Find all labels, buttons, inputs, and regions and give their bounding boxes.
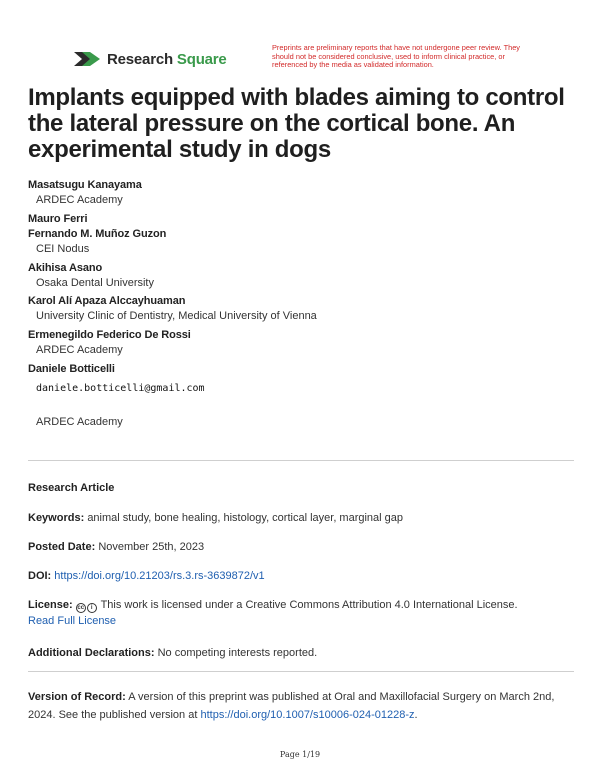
brand-word-square: Square	[176, 50, 227, 68]
declarations-label: Additional Declarations:	[28, 647, 155, 659]
attribution-icon: i	[87, 603, 97, 613]
author-name: Akihisa Asano	[28, 261, 103, 274]
posted-date-label: Posted Date:	[28, 541, 96, 553]
preprint-disclaimer: Preprints are preliminary reports that have not undergone peer review. They should not be considered conclusive, used to inform clinical practice, or referenced by the media as validated information.	[272, 43, 520, 70]
author-name: Mauro Ferri	[28, 212, 88, 225]
doi-link[interactable]: https://doi.org/10.21203/rs.3.rs-3639872/v1	[54, 570, 265, 582]
page-number: Page 1/19	[279, 750, 321, 759]
license-text: This work is licensed under a Creative Commons Attribution 4.0 International License.	[100, 599, 518, 611]
license-row	[28, 597, 574, 629]
author-affiliation: CEI Nodus	[36, 243, 90, 256]
author-affiliation: ARDEC Academy	[36, 194, 123, 207]
research-square-logo-icon	[72, 48, 102, 70]
author-affiliation: ARDEC Academy	[36, 415, 123, 428]
keywords-value: animal study, bone healing, histology, cortical layer, marginal gap	[87, 512, 404, 524]
section-divider	[28, 671, 574, 672]
page-header	[72, 44, 542, 80]
version-of-record-text: A version of this preprint was published at Oral and Maxillofacial Surgery on March 2nd, 2024. See the published version at	[28, 691, 555, 721]
author-list	[28, 178, 568, 430]
version-of-record-row	[28, 688, 574, 724]
posted-date-row	[28, 539, 574, 555]
author-email[interactable]: daniele.botticelli@gmail.com	[36, 382, 205, 394]
author-affiliation: ARDEC Academy	[36, 344, 123, 357]
article-type-label: Research Article	[28, 482, 115, 494]
brand-word-research: Research	[107, 50, 173, 68]
author-affiliation: Osaka Dental University	[36, 276, 154, 289]
version-of-record-label: Version of Record:	[28, 691, 126, 703]
keywords-row	[28, 510, 574, 526]
keywords-label: Keywords:	[28, 512, 85, 524]
version-of-record-end: .	[414, 709, 418, 721]
research-square-wordmark	[107, 51, 227, 68]
published-version-link[interactable]: https://doi.org/10.1007/s10006-024-01228-z	[200, 709, 415, 721]
author-name: Masatsugu Kanayama	[28, 179, 142, 191]
paper-title: Implants equipped with blades aiming to control the lateral pressure on the cortical bone. An experimental study in dogs	[28, 84, 565, 163]
section-divider	[28, 460, 574, 461]
posted-date-value: November 25th, 2023	[98, 541, 205, 553]
research-square-logo[interactable]	[72, 48, 227, 70]
declarations-value: No competing interests reported.	[157, 647, 318, 659]
declarations-row	[28, 645, 574, 661]
doi-row	[28, 568, 574, 584]
author-name: Ermenegildo Federico De Rossi	[28, 328, 191, 341]
creative-commons-icon: cc	[77, 605, 85, 611]
license-label: License:	[28, 599, 73, 611]
author-affiliation: University Clinic of Dentistry, Medical University of Vienna	[36, 310, 317, 323]
author-name: Fernando M. Muñoz Guzon	[28, 227, 167, 240]
read-full-license-link[interactable]: Read Full License	[28, 615, 117, 627]
author-name: Karol Alí Apaza Alccayhuaman	[28, 295, 186, 308]
author-name: Daniele Botticelli	[28, 362, 115, 375]
doi-label: DOI:	[28, 570, 52, 582]
article-type	[28, 480, 574, 496]
